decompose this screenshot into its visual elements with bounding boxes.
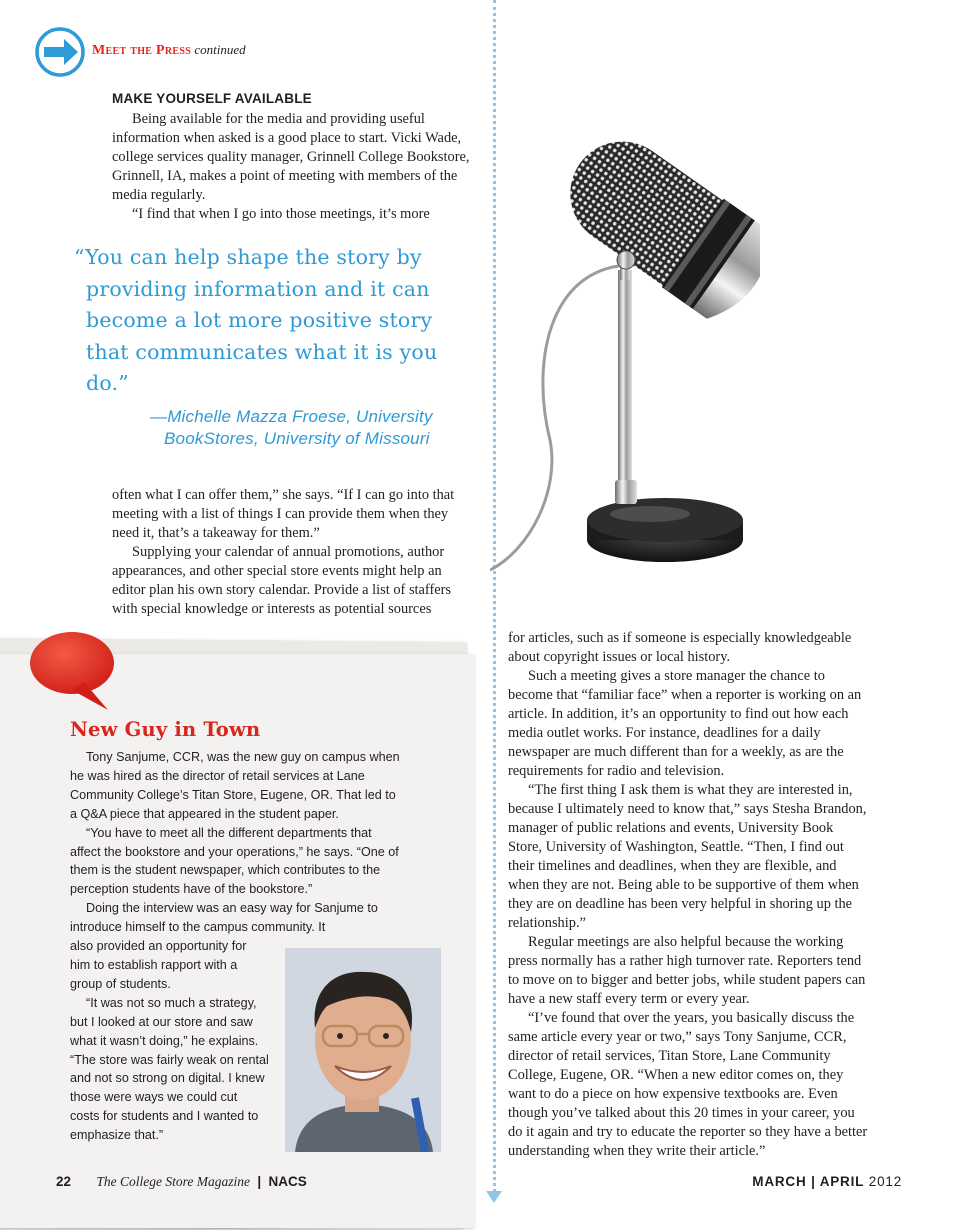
magazine-name: The College Store Magazine	[96, 1174, 251, 1189]
sidebar-title: New Guy in Town	[70, 718, 261, 741]
arrow-right-circle-icon	[34, 26, 86, 78]
running-head	[92, 42, 246, 59]
issue-year: 2012	[868, 1174, 902, 1189]
pull-quote-attribution: —Michelle Mazza Froese, University BookStores, University of Missouri	[150, 406, 433, 448]
body-paragraph: often what I can offer them,” she says. “If I can go into that meeting with a list of things I can provide them when they need it, that’s a takeaway for them.”	[112, 487, 455, 541]
body-paragraph: Regular meetings are also helpful because the working press normally has a rather high turnover rate. Reporters tend to move on to bigger and better jobs, while student papers can have a new staff every term or every year.	[508, 934, 866, 1007]
pull-quote-text: “You can help shape the story by providing information and it can become a lot more positive story that communicates what it is you do.”	[74, 245, 438, 395]
pull-quote	[74, 242, 474, 450]
body-paragraph: Being available for the media and providing useful information when asked is a good place to start. Vicki Wade, college services quality manager, Grinnell College Bookstore, Grinnell, IA, makes a point of meeting with members of the media regularly.	[112, 111, 470, 203]
article-column-left-middle	[112, 486, 472, 619]
section-subhead: MAKE YOURSELF AVAILABLE	[112, 91, 312, 106]
issue-months: MARCH | APRIL	[752, 1174, 865, 1189]
sidebar-paragraph: “You have to meet all the different departments that affect the bookstore and your operations,” he says. “One of them is the student newspaper, which contributes to the perception students have of the bookstore.”	[70, 825, 399, 897]
footer-separator: |	[257, 1174, 262, 1189]
article-column-right	[508, 629, 870, 1161]
running-head-continued: continued	[194, 42, 246, 57]
body-paragraph: for articles, such as if someone is especially knowledgeable about copyright issues or local history.	[508, 630, 852, 665]
issue-date	[752, 1174, 902, 1189]
body-paragraph: Supplying your calendar of annual promotions, author appearances, and other special store events might help an editor plan his own story calendar. Provide a list of staffers with special knowledge or interests as potential sources	[112, 544, 452, 617]
sidebar-narrow-text	[70, 937, 270, 1145]
body-paragraph: “I find that when I go into those meetings, it’s more	[132, 206, 430, 222]
article-column-left-top	[112, 110, 472, 224]
sidebar-paragraph: also provided an opportunity for him to establish rapport with a group of students.	[70, 939, 247, 991]
organization-name: NACS	[268, 1174, 307, 1189]
footer-folio	[56, 1174, 307, 1190]
sidebar-paragraph: “It was not so much a strategy, but I looked at our store and saw what it wasn’t doing,” he explains. “The store was fairly weak on rental and not so strong on digital. I knew those were ways we could cut costs for students and I wanted to emphasize that.”	[70, 995, 269, 1143]
body-paragraph: “I’ve found that over the years, you basically discuss the same article every year or two,” says Tony Sanjume, CCR, director of retail services, Titan Store, Lane Community College, Eugene, OR. “When a new editor comes on, they want to do a piece on how expensive textbooks are. Even though you’ve talked about this 20 times in your career, you do it again and try to educate the reporter so they have a better understanding when they write their article.”	[508, 1010, 868, 1159]
running-head-title: Meet the Press	[92, 43, 192, 58]
speech-bubble-icon	[28, 630, 120, 716]
microphone-image	[490, 110, 760, 590]
sidebar-paragraph: Tony Sanjume, CCR, was the new guy on campus when he was hired as the director of retail services at Lane Community College’s Titan Store, Eugene, OR. That led to a Q&A piece that appeared in the student paper.	[70, 750, 400, 821]
portrait-photo	[285, 948, 441, 1152]
body-paragraph: “The first thing I ask them is what they are interested in, because I ultimately need to know that,” says Stesha Brandon, manager of public relations and events, University Book Store, University of Washington, Seattle. “Then, I find out their timelines and deadlines, when they are flexible, and when they are not. Being able to be supportive of them when they are on deadline has been very helpful in shoring up the relationship.”	[508, 782, 867, 931]
rule-arrow-icon	[486, 1191, 502, 1203]
body-paragraph: Such a meeting gives a store manager the chance to become that “familiar face” when a reporter is working on an article. In addition, it’s an opportunity to find out how each media outlet works. For instance, deadlines for a daily newspaper are much different than for a weekly, as are the requirements for radio and television.	[508, 668, 862, 779]
sidebar-paragraph: Doing the interview was an easy way for Sanjume to introduce himself to the campus community. It	[70, 901, 378, 935]
page-number: 22	[56, 1174, 72, 1189]
